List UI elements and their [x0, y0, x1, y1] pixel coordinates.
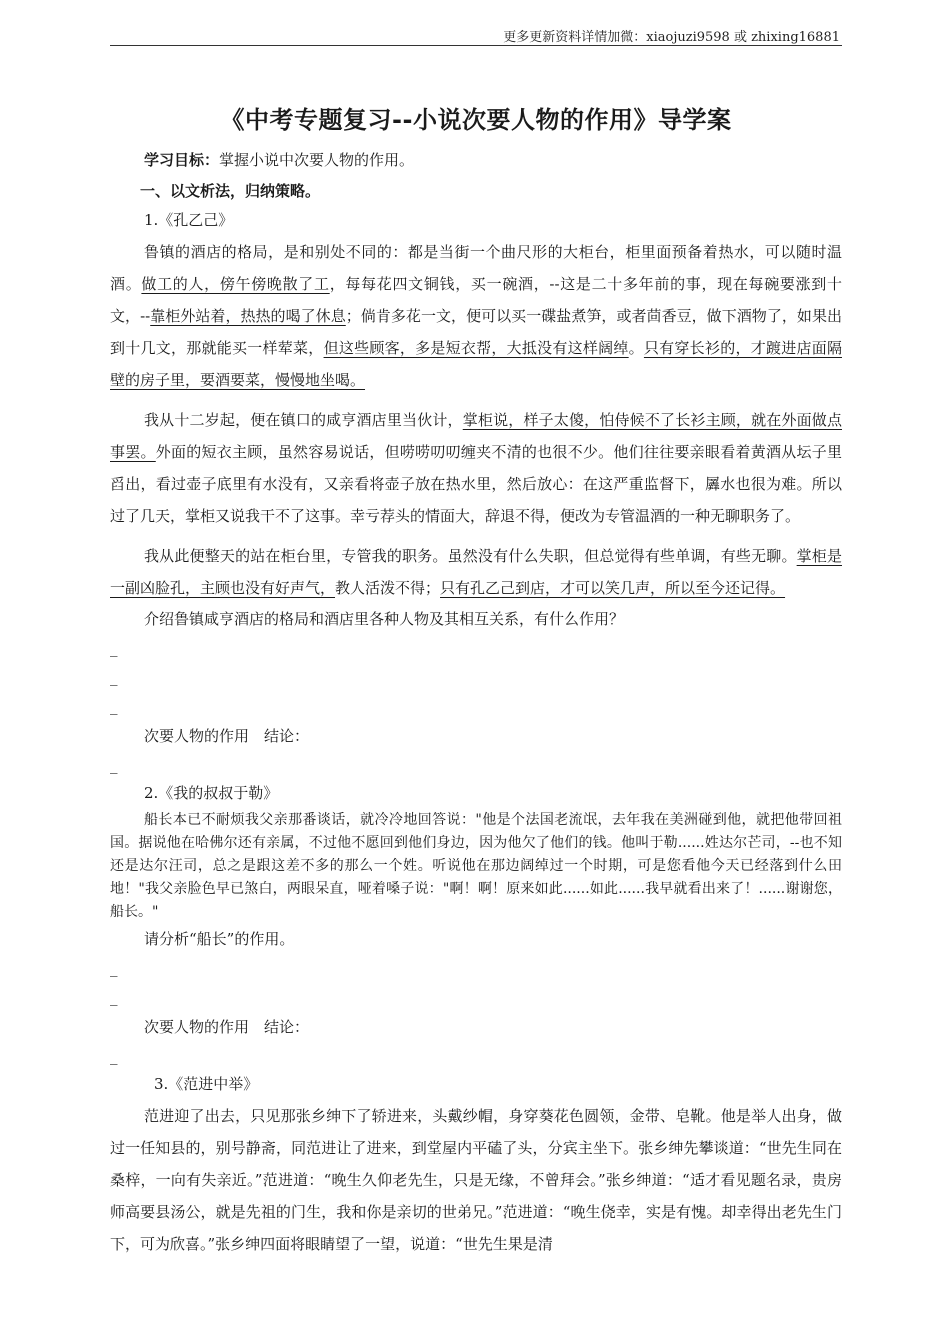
text-run: 。: [628, 339, 644, 357]
section-heading: 一、以文析法，归纳策略。: [140, 182, 321, 200]
header-note: 更多更新资料详情加微：xiaojuzi9598 或 zhixing16881: [503, 30, 840, 45]
document-body: [110, 100, 842, 1260]
header-divider: [110, 45, 842, 46]
underlined-text: 掌柜说，样子太傻，怕侍候不了长衫主顾，就在外面做点事罢。: [110, 411, 842, 461]
item-title-kongyiji: 1.《孔乙己》: [144, 211, 234, 229]
learning-goal-text: 掌握小说中次要人物的作用。: [219, 151, 415, 169]
text-run: 鲁镇的酒店的格局，是和别处不同的：都是当街一个曲尺形的大柜台，柜里面预备着热水，可以随时温酒。: [110, 243, 842, 293]
answer-blank[interactable]: _: [110, 697, 118, 715]
kongyiji-paragraph-3: [110, 540, 842, 604]
item-title-yule: 2.《我的叔叔于勒》: [144, 784, 279, 802]
answer-blank[interactable]: _: [110, 988, 118, 1006]
kongyiji-paragraph-1: [110, 236, 842, 396]
conclusion-label: 次要人物的作用 结论：: [144, 727, 310, 745]
answer-blank[interactable]: _: [110, 639, 118, 657]
learning-goal: [110, 149, 842, 170]
underlined-text: 只有孔乙己到店，才可以笑几声，所以至今还记得。: [440, 579, 786, 597]
kongyiji-question: 介绍鲁镇咸亨酒店的格局和酒店里各种人物及其相互关系，有什么作用？: [144, 610, 625, 628]
yule-paragraph: 船长本已不耐烦我父亲那番谈话，就冷冷地回答说："他是个法国老流氓，去年我在美洲碰到他，就把他带回祖国。据说他在哈佛尔还有亲属，不过他不愿回到他们身边，因为他欠了他们的钱。他叫于勒......姓达尔芒司，--也不知还是达尔汪司，总之是跟这差不多的那么一个姓。听说他在那边阔绰过一个时期，可是您看他今天已经落到什么田地！"我父亲脸色早已煞白，两眼呆直，哑着嗓子说："啊！啊！原来如此......如此......我早就看出来了！......谢谢您，船长。": [110, 812, 842, 920]
answer-blank[interactable]: _: [110, 668, 118, 686]
answer-blank[interactable]: _: [110, 959, 118, 977]
underlined-text: 只有穿长衫的，才踱进店面隔壁的房子里，要酒要菜，慢慢地坐喝。: [110, 339, 842, 389]
yule-question: 请分析“船长”的作用。: [144, 930, 295, 948]
text-run: 我从此便整天的站在柜台里，专管我的职务。虽然没有什么失职，但总觉得有些单调，有些无聊。: [144, 547, 797, 565]
text-run: ，每每花四文铜钱，买一碗酒，--这是二十多年前的事，现在每碗要涨到十文，--: [110, 275, 842, 325]
text-run: 教人活泼不得；: [335, 579, 441, 597]
learning-goal-label: 学习目标：: [144, 151, 220, 169]
conclusion-label: 次要人物的作用 结论：: [144, 1018, 310, 1036]
item-title-fanjin: 3.《范进中举》: [154, 1075, 259, 1093]
underlined-text: 做工的人，傍午傍晚散了工: [141, 275, 330, 293]
text-run: 我从十二岁起，便在镇口的咸亨酒店里当伙计，: [144, 411, 463, 429]
fanjin-paragraph: 范进迎了出去，只见那张乡绅下了轿进来，头戴纱帽，身穿葵花色圆领，金带、皂靴。他是举人出身，做过一任知县的，别号静斋，同范进让了进来，到堂屋内平磕了头，分宾主坐下。张乡绅先攀谈道：“世先生同在桑梓，一向有失亲近。”范进道：“晚生久仰老先生，只是无缘，不曾拜会。”张乡绅道：“适才看见题名录，贵房师高要县汤公，就是先祖的门生，我和你是亲切的世弟兄。”范进道：“晚生侥幸，实是有愧。却幸得出老先生门下，可为欣喜。”张乡绅四面将眼睛望了一望，说道：“世先生果是清: [110, 1107, 842, 1253]
underlined-text: 但这些顾客，多是短衣帮，大抵没有这样阔绰: [323, 339, 629, 357]
kongyiji-paragraph-2: [110, 404, 842, 532]
page-title: 《中考专题复习--小说次要人物的作用》导学案: [220, 106, 732, 134]
text-run: 外面的短衣主顾，虽然容易说话，但唠唠叨叨缠夹不清的也很不少。他们往往要亲眼看着黄酒从坛子里舀出，看过壶子底里有水没有，又亲看将壶子放在热水里，然后放心：在这严重监督下，羼水也很为难。所以过了几天，掌柜又说我干不了这事。幸亏荐头的情面大，辞退不得，便改为专管温酒的一种无聊职务了。: [110, 443, 842, 525]
underlined-text: 靠柜外站着，热热的喝了休息: [150, 307, 346, 325]
underlined-text: 掌柜是一副凶脸孔，主顾也没有好声气，: [110, 547, 842, 597]
conclusion-blank[interactable]: _: [110, 756, 118, 774]
conclusion-blank[interactable]: _: [110, 1047, 118, 1065]
text-run: ；倘肯多花一文，便可以买一碟盐煮笋，或者茴香豆，做下酒物了，如果出到十几文，那就能买一样荤菜，: [110, 307, 842, 357]
